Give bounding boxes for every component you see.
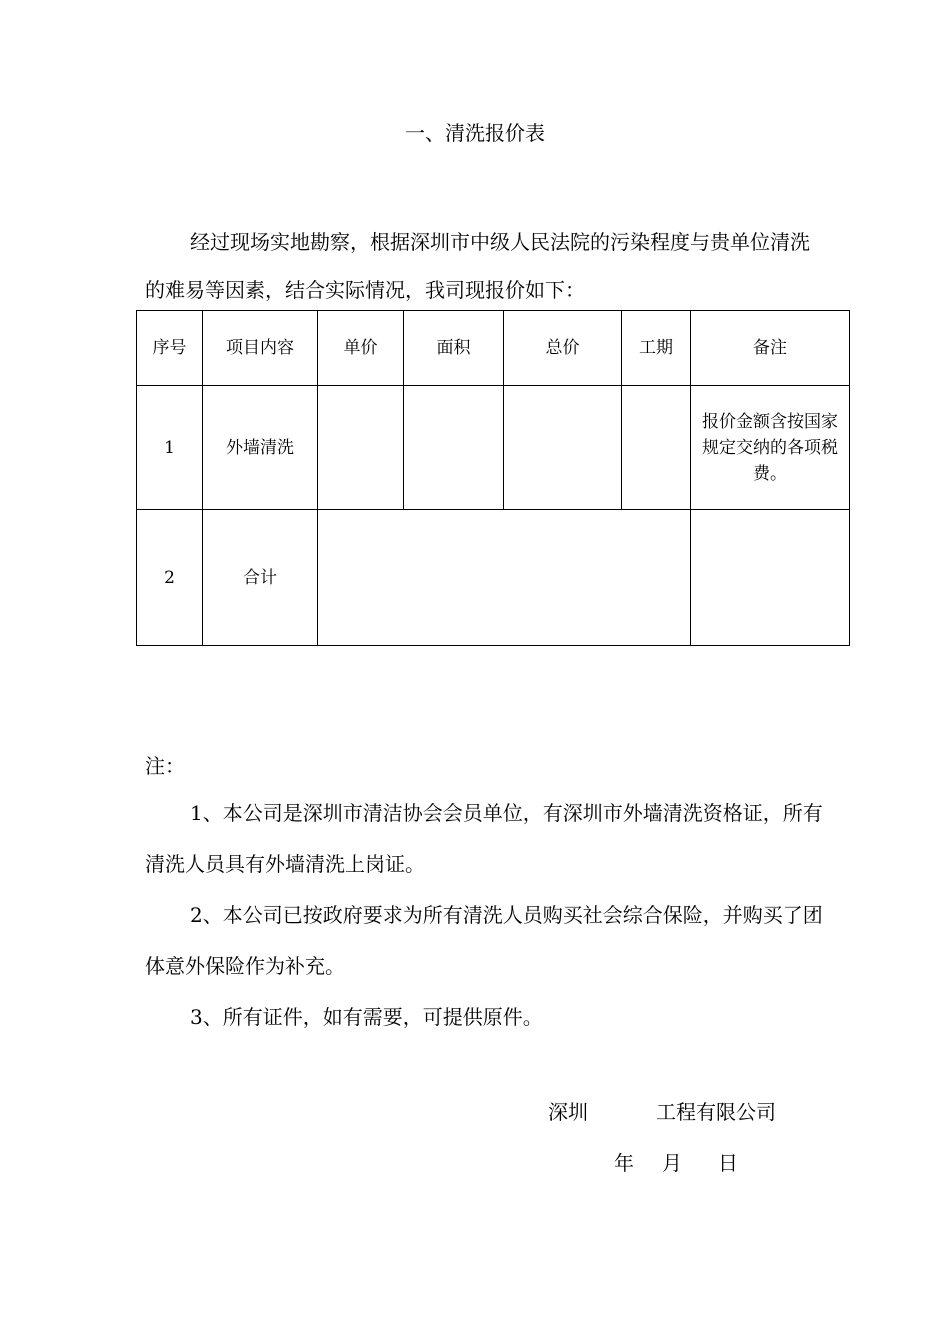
header-cell: 面积	[404, 311, 504, 386]
header-cell: 总价	[504, 311, 622, 386]
date-year: 年	[614, 1151, 634, 1175]
header-cell: 工期	[622, 311, 691, 386]
company-name	[548, 1098, 776, 1126]
header-cell: 备注	[691, 311, 850, 386]
row-item: 合计	[203, 510, 318, 646]
notes-heading: 注：	[145, 754, 185, 778]
row-number: 2	[137, 510, 203, 646]
row-unit-price	[318, 386, 404, 510]
company-prefix: 深圳	[548, 1100, 588, 1124]
table-row	[137, 510, 850, 646]
table-header-row	[137, 311, 850, 386]
row-period	[622, 386, 691, 510]
date-month: 月	[662, 1151, 682, 1175]
header-cell: 单价	[318, 311, 404, 386]
header-cell: 序号	[137, 311, 203, 386]
note-item: 1、本公司是深圳市清洁协会会员单位，有深圳市外墙清洗资格证，所有清洗人员具有外墙清洗上岗证。	[145, 801, 823, 876]
company-suffix: 工程有限公司	[656, 1100, 776, 1124]
signature-date	[614, 1149, 738, 1177]
intro-paragraph: 经过现场实地勘察，根据深圳市中级人民法院的污染程度与贵单位清洗的难易等因素，结合实际情况，我司现报价如下：	[145, 230, 810, 302]
notes-list	[145, 788, 835, 1043]
row-remark: 报价金额含按国家规定交纳的各项税费。	[691, 386, 850, 510]
row-item: 外墙清洗	[203, 386, 318, 510]
document-title: 一、清洗报价表	[405, 121, 545, 145]
date-day: 日	[718, 1151, 738, 1175]
row-area	[404, 386, 504, 510]
row-number: 1	[137, 386, 203, 510]
row-remark	[691, 510, 850, 646]
row-merged-cell	[318, 510, 691, 646]
table-row	[137, 386, 850, 510]
quote-table	[136, 310, 850, 646]
row-total	[504, 386, 622, 510]
header-cell: 项目内容	[203, 311, 318, 386]
note-item: 2、本公司已按政府要求为所有清洗人员购买社会综合保险，并购买了团体意外保险作为补充。	[145, 903, 823, 978]
note-item: 3、所有证件，如有需要，可提供原件。	[190, 1005, 543, 1029]
